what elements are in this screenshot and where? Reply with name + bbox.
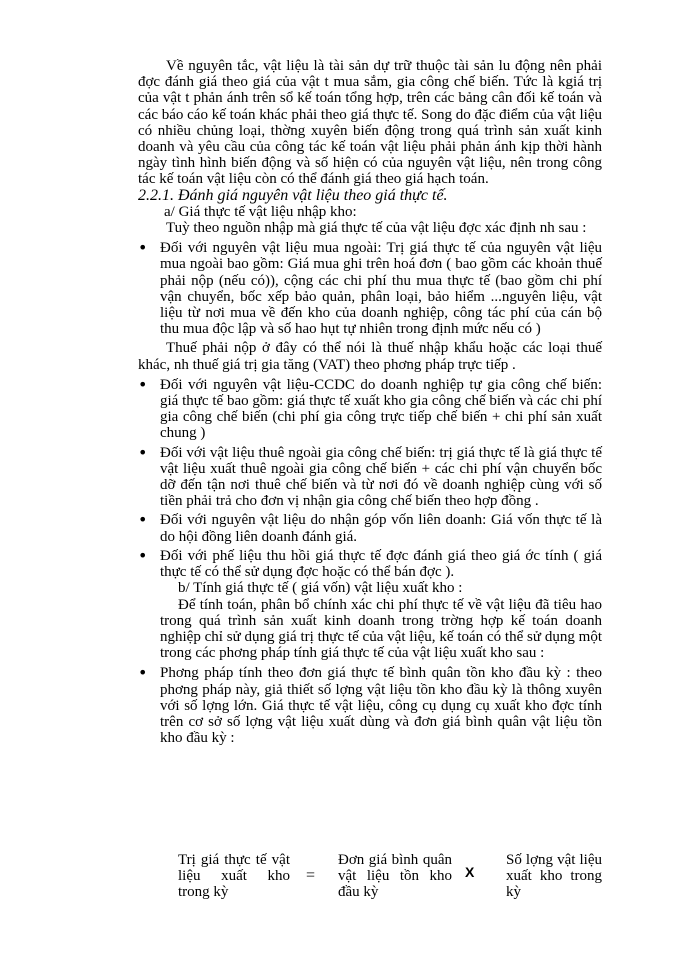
document-body — [138, 58, 602, 749]
bullet-list-a — [138, 240, 602, 337]
subsection-b-title: b/ Tính giá thực tế ( giá vốn) vật liệu xuất kho : — [178, 580, 463, 597]
formula-multiply-sign: X — [465, 864, 475, 880]
subsection-a-intro: Tuỳ theo nguồn nhập mà giá thực tế của vật liệu đợc xác định nh sau : — [166, 220, 587, 237]
bullet-purchased-materials: • Đối với nguyên vật liệu mua ngoài: Trị giá thực tế của nguyên vật liệu mua ngoài bao gồm: Giá mua ghi trên hoá đơn ( bao gồm các khoản thuế phải nộp (nếu có)), cộng các chi phí thu mua thực tế (bao gồm chi phí vận chuyển, bốc xếp bảo quản, phân loại, bảo hiểm ...nguyên liệu, vật liệu từ nơi mua về đến kho của doanh nghiệp, công tác phí của cán bộ thu mua độc lập và số hao hụt tự nhiên trong định mức nếu có ) — [138, 240, 602, 337]
section-heading: 2.2.1. Đánh giá nguyên vật liệu theo giá thực tế. — [138, 186, 448, 204]
bullet-scrap-recovery: • Đối với phế liệu thu hồi giá thực tế đợc đánh giá theo giá ớc tính ( giá thực tế có thể sử dụng đợc hoặc có thể bán đợc ). — [138, 548, 602, 580]
formula-equals-sign: = — [306, 867, 316, 884]
subsection-b-intro: Để tính toán, phân bổ chính xác chi phí thực tế về vật liệu đã tiêu hao trong quá trình sản xuất kinh doanh trong trờng hợp kế toán doanh nghiệp chỉ sử dụng giá trị thực tế của vật liệu, kế toán có thể sử dụng một trong các phơng pháp tính giá thực tế của vật liệu xuất kho sau : — [160, 596, 602, 662]
formula-term-quantity: Số lợng vật liệu xuất kho trong kỳ — [506, 852, 602, 900]
formula-term-unit-price: Đơn giá bình quân vật liệu tồn kho đầu kỳ — [338, 852, 452, 900]
bullet-self-processed: • Đối với nguyên vật liệu-CCDC do doanh nghiệp tự gia công chế biến: giá thực tế bao gồm: giá thực tế xuất kho gia công chế biến và các chi phí gia công chế biến (chi phí gia công trực tiếp chế biến + chi phí sản xuất chung ) — [138, 377, 602, 442]
bullet-outsourced-processing: • Đối với vật liệu thuê ngoài gia công chế biến: trị giá thực tế là giá thực tế vật liệu xuất thuê ngoài gia công chế biến + các chi phí vận chuyển bốc dỡ đến tận nơi thuê chế biến và từ nơi đó về doanh nghiệp cùng với số tiền phải trả cho đơn vị nhận gia công chế biến theo hợp đồng . — [138, 445, 602, 510]
formula-term-actual-value: Trị giá thực tế vật liệu xuất kho trong kỳ — [178, 852, 290, 900]
bullet-average-price-method: • Phơng pháp tính theo đơn giá thực tế bình quân tồn kho đầu kỳ : theo phơng pháp này, giả thiết số lợng vật liệu tồn kho đầu kỳ là thông xuyên với số lợng lớn. Giá thực tế vật liệu, công cụ dụng cụ xuất kho đợc tính trên cơ sở số lợng vật liệu xuất dùng và đơn giá bình quân vật liệu tồn kho đầu kỳ : — [138, 665, 602, 746]
intro-paragraph: Về nguyên tắc, vật liệu là tài sản dự trữ thuộc tài sản lu động nên phải đợc đánh giá theo giá của vật t mua sắm, gia công chế biến. Tức là kgiá trị của vật t phản ánh trên sổ kế toán tổng hợp, trên các bảng cân đối kế toán và các báo cáo kế toán khác phải theo giá thực tế. Song do đặc điểm của vật liệu có nhiều chủng loại, thờng xuyên biến động trong quá trình sản xuất kinh doanh và yêu cầu của công tác kế toán vật liệu phải phản ánh kịp thời hành ngày tình hình biến động và số hiện có của nguyên vật liệu, nên trong công tác kế toán vật liệu còn có thể đánh giá theo giá hạch toán. — [138, 58, 602, 188]
bullet-list-c — [138, 665, 602, 746]
subsection-a-title: a/ Giá thực tế vật liệu nhập kho: — [164, 203, 357, 220]
valuation-formula — [178, 852, 608, 902]
tax-note-paragraph: Thuế phải nộp ở đây có thể nói là thuế nhập khẩu hoặc các loại thuế khác, nh thuế giá trị gia tăng (VAT) theo phơng pháp trực tiếp . — [138, 340, 602, 373]
bullet-list-b — [138, 377, 602, 580]
bullet-capital-contribution: • Đối với nguyên vật liệu do nhận góp vốn liên doanh: Giá vốn thực tế là do hội đồng liên doanh đánh giá. — [138, 512, 602, 544]
